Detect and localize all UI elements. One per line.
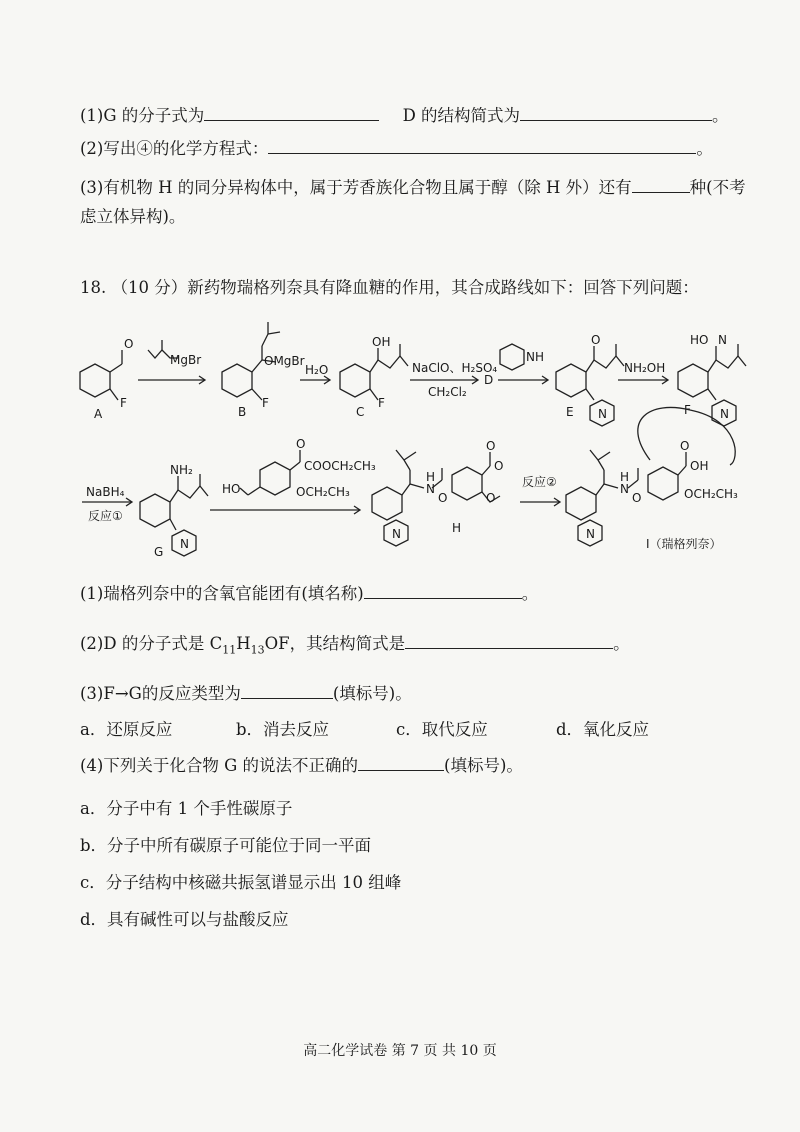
label-f: F <box>120 396 127 410</box>
q18-p3-text-a: (3)F→G的反应类型为 <box>80 684 241 703</box>
answer-blank[interactable] <box>520 104 712 121</box>
q17-p3-text-b: 种(不考 <box>689 178 746 197</box>
compound-g-structure <box>140 474 208 556</box>
q17-p3-text-c: 虑立体异构)。 <box>80 207 186 226</box>
q18-part1 <box>80 582 538 605</box>
compound-c-structure <box>340 344 408 400</box>
q18-p3-option-d: d．氧化反应 <box>556 720 650 739</box>
q18-part4 <box>80 754 523 777</box>
label-o: O <box>296 437 306 451</box>
q17-part1 <box>80 104 729 127</box>
compound-c-label: C <box>356 405 365 419</box>
answer-blank[interactable] <box>632 176 690 193</box>
reagent-ester-structure <box>240 450 300 495</box>
label-oh: OH <box>690 459 709 473</box>
period: 。 <box>712 106 729 125</box>
label-n: N <box>720 407 729 421</box>
subscript: 13 <box>250 643 265 657</box>
reagent-nabh4: NaBH₄ <box>86 485 125 499</box>
period: 。 <box>613 634 630 653</box>
label-o: O <box>438 491 448 505</box>
label-n: N <box>718 333 727 347</box>
compound-a-structure <box>80 350 122 400</box>
answer-blank[interactable] <box>358 754 444 771</box>
q18-p2-text-a: (2)D 的分子式是 C <box>80 634 223 653</box>
q18-p4-option-c: c．分子结构中核磁共振氢谱显示出 10 组峰 <box>80 873 402 892</box>
q18-part3 <box>80 682 412 705</box>
answer-blank[interactable] <box>268 137 696 154</box>
label-ethoxy: OCH₂CH₃ <box>684 487 738 501</box>
compound-f-label: F <box>684 403 691 417</box>
compound-g-label: G <box>154 545 164 559</box>
answer-blank[interactable] <box>405 632 613 649</box>
reaction-2-label: 反应② <box>522 475 557 489</box>
reagent-omgbr: OMgBr <box>264 354 305 368</box>
q18-p3-text-b: (填标号)。 <box>332 684 412 703</box>
label-ho: HO <box>690 333 709 347</box>
q17-p1-text-a: (1)G 的分子式为 <box>80 106 205 125</box>
compound-i-label: I（瑞格列奈） <box>646 537 722 551</box>
q17-p2-text: (2)写出④的化学方程式： <box>80 139 269 158</box>
label-ester: COOCH₂CH₃ <box>304 459 376 473</box>
label-n: N <box>620 482 629 496</box>
label-nh: NH <box>526 350 544 364</box>
q18-part2 <box>80 632 630 661</box>
answer-blank[interactable] <box>241 682 333 699</box>
q18-p2-text-b: H <box>236 634 251 653</box>
label-o: O <box>494 459 504 473</box>
label-f: F <box>262 396 269 410</box>
q18-p4-text-b: (填标号)。 <box>444 756 523 775</box>
label-ethoxy: OCH₂CH₃ <box>296 485 350 499</box>
compound-i-structure <box>566 407 735 546</box>
label-f: F <box>378 396 385 410</box>
q18-p4-option-b: b．分子中所有碳原子可能位于同一平面 <box>80 836 372 855</box>
label-oh: OH <box>372 335 391 349</box>
q18-p1-text: (1)瑞格列奈中的含氧官能团有(填名称) <box>80 584 364 603</box>
reagent-water: H₂O <box>305 363 329 377</box>
label-n: N <box>586 527 595 541</box>
answer-blank[interactable] <box>204 104 379 121</box>
q17-part3 <box>80 176 746 199</box>
compound-d-label: D <box>484 373 494 387</box>
q17-part2 <box>80 137 713 160</box>
reagent-nh2oh: NH₂OH <box>624 361 666 375</box>
reaction-1-label: 反应① <box>88 509 123 523</box>
label-h: H <box>426 470 436 484</box>
answer-blank[interactable] <box>364 582 522 599</box>
q17-p3-text-a: (3)有机物 H 的同分异构体中，属于芳香族化合物且属于醇（除 H 外）还有 <box>80 178 632 197</box>
q17-p1-text-b: D 的结构简式为 <box>402 106 521 125</box>
subscript: 11 <box>222 643 237 657</box>
label-o: O <box>632 491 642 505</box>
label-o: O <box>486 439 496 453</box>
label-h: H <box>620 470 630 484</box>
reagent-oxidant: NaClO、H₂SO₄ <box>412 361 498 375</box>
q18-p4-text-a: (4)下列关于化合物 G 的说法不正确的 <box>80 756 359 775</box>
q17-part3-cont <box>80 206 185 228</box>
compound-e-label: E <box>566 405 574 419</box>
compound-b-label: B <box>238 405 247 419</box>
label-n: N <box>180 537 189 551</box>
label-ho: HO <box>222 482 241 496</box>
label-n: N <box>598 407 607 421</box>
q18-p4-option-a: a．分子中有 1 个手性碳原子 <box>80 799 293 818</box>
label-n: N <box>426 482 435 496</box>
reagent-solvent: CH₂Cl₂ <box>428 385 467 399</box>
label-n: N <box>392 527 401 541</box>
q18-p3-option-a: a．还原反应 <box>80 720 173 739</box>
compound-h-label: H <box>452 521 462 535</box>
label-o: O <box>486 491 496 505</box>
q18-p4-option-d: d．具有碱性可以与盐酸反应 <box>80 910 289 929</box>
period: 。 <box>696 139 713 158</box>
synthesis-scheme <box>0 310 800 580</box>
period: 。 <box>521 584 539 603</box>
page-footer: 高二化学试卷 第 7 页 共 10 页 <box>303 1043 497 1059</box>
q18-p3-option-b: b．消去反应 <box>236 720 330 739</box>
q18-p3-option-c: c．取代反应 <box>396 720 488 739</box>
reagent-mgbr: MgBr <box>170 353 202 367</box>
label-o: O <box>124 337 134 351</box>
label-o: O <box>680 439 690 453</box>
q18-p2-text-c: OF，其结构简式是 <box>264 634 406 653</box>
compound-a-label: A <box>94 407 103 421</box>
q18-heading: 18. （10 分）新药物瑞格列奈具有降血糖的作用，其合成路线如下：回答下列问题： <box>80 278 699 297</box>
label-o: O <box>591 333 601 347</box>
label-nh2: NH₂ <box>170 463 193 477</box>
